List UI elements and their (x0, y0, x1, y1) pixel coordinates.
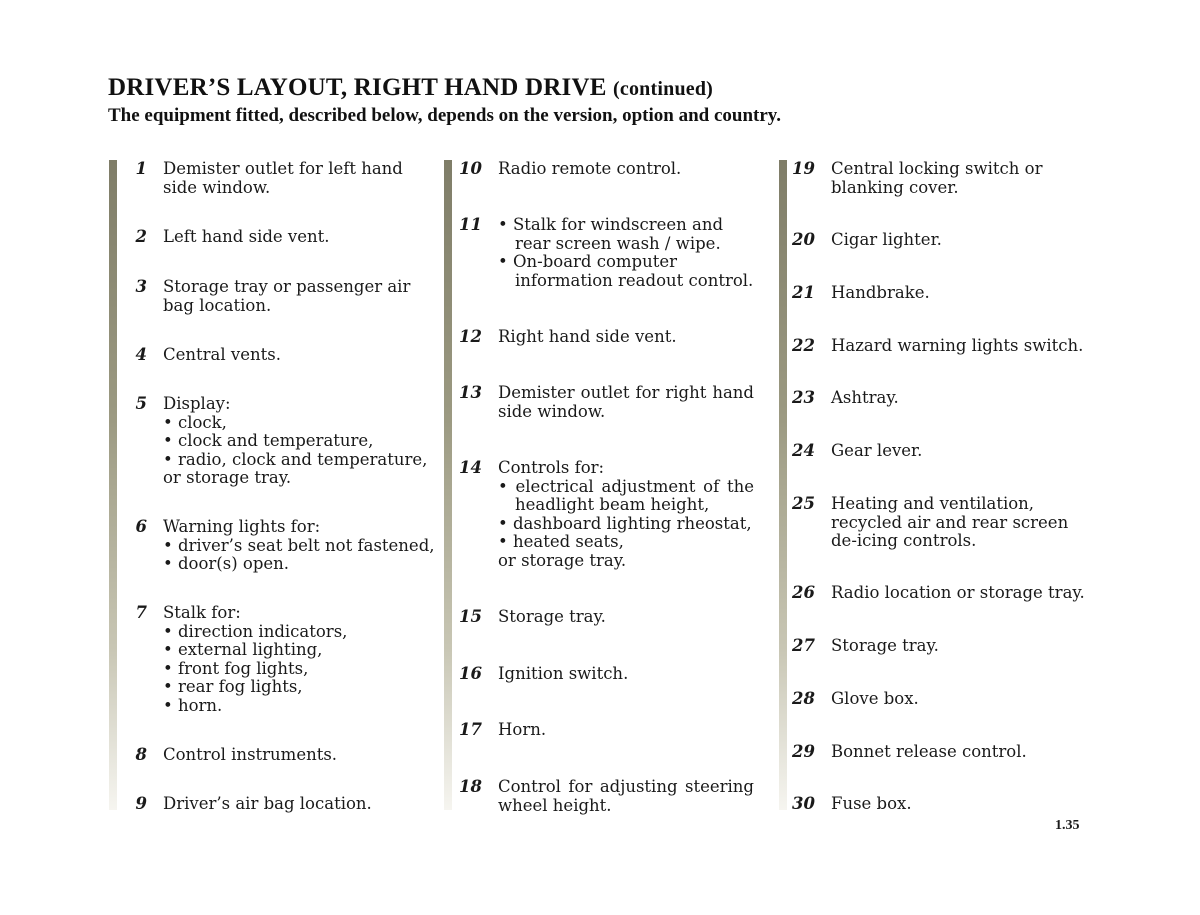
title-text: DRIVER’S LAYOUT, RIGHT HAND DRIVE (108, 74, 607, 101)
item-line: • external lighting, (163, 640, 323, 659)
bullet-icon (498, 215, 513, 234)
item-line: • front fog lights, (163, 658, 309, 678)
item-line: Demister outlet for right hand (498, 383, 754, 402)
item-number: 3 (135, 277, 147, 296)
item-text (163, 394, 428, 488)
item-line: Bonnet release control. (831, 742, 1027, 761)
item-number: 5 (135, 394, 147, 413)
item-line: Heating and ventilation, (831, 494, 1035, 513)
page-number: 1.35 (1055, 818, 1080, 833)
title-continued: (continued) (613, 78, 714, 100)
item-line: On-board computer information readout control. (512, 252, 754, 290)
item-number: 7 (135, 603, 147, 622)
item-number: 22 (792, 336, 815, 355)
item-line: Controls for: (498, 458, 605, 477)
item-line: Left hand side vent. (163, 227, 330, 246)
item-number: 20 (792, 230, 815, 249)
item-number: 23 (792, 388, 815, 407)
item-line: • direction indicators, (163, 621, 348, 641)
item-text (163, 346, 417, 365)
item-number: 1 (135, 159, 147, 178)
item-line: Storage tray. (831, 636, 939, 655)
item-number: 11 (459, 215, 482, 234)
item-line: • horn. (163, 695, 223, 715)
item-text (831, 495, 1091, 551)
item-number: 17 (459, 720, 482, 739)
item-line: side window. (163, 177, 271, 197)
item-text (163, 160, 417, 197)
item-line: Control instruments. (163, 745, 338, 764)
item-line: Gear lever. (831, 441, 923, 460)
item-line: Central locking switch or (831, 159, 1043, 178)
item-line: Stalk for windscreen and rear screen wash / wipe. (512, 215, 724, 253)
item-number: 9 (135, 794, 147, 813)
item-line: Stalk for: (163, 603, 241, 622)
item-text (498, 721, 754, 740)
item-line: Hazard warning lights switch. (831, 336, 1084, 355)
item-text (498, 216, 754, 290)
item-text (498, 384, 754, 421)
page-subtitle: The equipment fitted, described below, depends on the version, option and country. (108, 105, 781, 126)
item-line: recycled air and rear screen (831, 512, 1069, 532)
item-number: 18 (459, 777, 482, 796)
item-line: blanking cover. (831, 177, 959, 197)
item-line: or storage tray. (498, 550, 627, 570)
item-text (831, 584, 1091, 603)
item-line: Ignition switch. (498, 664, 629, 683)
item-number: 4 (135, 345, 147, 364)
column-3-bar (779, 160, 787, 810)
item-line: • radio, clock and temperature, (163, 449, 428, 469)
item-text (498, 608, 754, 627)
item-text (831, 231, 1091, 250)
item-line: Cigar lighter. (831, 230, 942, 249)
item-line: wheel height. (498, 795, 612, 815)
bullet-icon (498, 532, 513, 551)
item-line: Fuse box. (831, 794, 912, 813)
item-number: 19 (792, 159, 815, 178)
item-number: 13 (459, 383, 482, 402)
column-1-bar (109, 160, 117, 810)
item-number: 29 (792, 742, 815, 761)
item-text (163, 746, 417, 765)
item-line: Ashtray. (831, 388, 899, 407)
item-line: • rear fog lights, (163, 677, 303, 696)
item-number: 25 (792, 494, 815, 513)
item-line: Control for adjusting steering (498, 777, 754, 796)
item-line: heated seats, (512, 532, 624, 551)
item-line: • clock and temperature, (163, 431, 374, 450)
item-line: • clock, (163, 412, 227, 432)
item-line: Horn. (498, 720, 547, 739)
item-text (831, 160, 1091, 197)
item-number: 2 (135, 227, 147, 246)
item-line: Radio location or storage tray. (831, 583, 1085, 602)
item-line: Central vents. (163, 345, 281, 364)
item-text (831, 637, 1091, 656)
item-number: 21 (792, 283, 815, 302)
item-number: 15 (459, 607, 482, 626)
item-number: 16 (459, 664, 482, 683)
item-text (831, 743, 1091, 762)
column-2-bar (444, 160, 452, 810)
item-text (163, 228, 417, 247)
item-number: 28 (792, 689, 815, 708)
item-line: Glove box. (831, 689, 919, 708)
item-text (498, 665, 754, 684)
item-line: Display: (163, 394, 231, 413)
item-line: Warning lights for: (163, 517, 321, 536)
item-text (498, 328, 754, 347)
item-line: Demister outlet for left hand (163, 159, 403, 178)
page-title (108, 74, 713, 102)
item-text (831, 690, 1091, 709)
item-line: Storage tray or passenger air (163, 277, 411, 296)
item-line: bag location. (163, 295, 272, 315)
item-number: 24 (792, 441, 815, 460)
item-text (831, 795, 1091, 814)
item-number: 26 (792, 583, 815, 602)
item-line: Storage tray. (498, 607, 606, 626)
item-line: Radio remote control. (498, 159, 682, 178)
bullet-icon (498, 477, 516, 496)
item-line: de-icing controls. (831, 531, 977, 550)
item-number: 10 (459, 159, 482, 178)
item-text (498, 778, 754, 815)
bullet-icon (498, 514, 513, 533)
item-text (163, 795, 417, 814)
item-text (163, 517, 435, 574)
item-text (163, 604, 417, 715)
item-number: 8 (135, 745, 147, 764)
item-number: 27 (792, 636, 815, 655)
item-number: 12 (459, 327, 482, 346)
item-number: 30 (792, 794, 815, 813)
item-text (831, 442, 1091, 461)
item-line: or storage tray. (163, 468, 292, 487)
item-number: 6 (135, 517, 147, 536)
item-text (831, 389, 1091, 408)
item-text (163, 278, 417, 315)
item-line: Right hand side vent. (498, 327, 677, 346)
item-text (498, 160, 754, 179)
item-text (831, 284, 1091, 303)
item-number: 14 (459, 458, 482, 477)
item-line: dashboard lighting rheostat, (512, 513, 752, 533)
item-line: Driver’s air bag location. (163, 794, 372, 813)
item-line: electrical adjustment of the headlight beam height, (515, 476, 755, 514)
item-text (498, 459, 754, 570)
bullet-icon (498, 252, 513, 271)
item-line: side window. (498, 401, 606, 421)
item-line: • door(s) open. (163, 554, 290, 573)
item-line: • driver’s seat belt not fastened, (163, 535, 435, 555)
item-text (831, 337, 1091, 356)
item-line: Handbrake. (831, 283, 930, 302)
